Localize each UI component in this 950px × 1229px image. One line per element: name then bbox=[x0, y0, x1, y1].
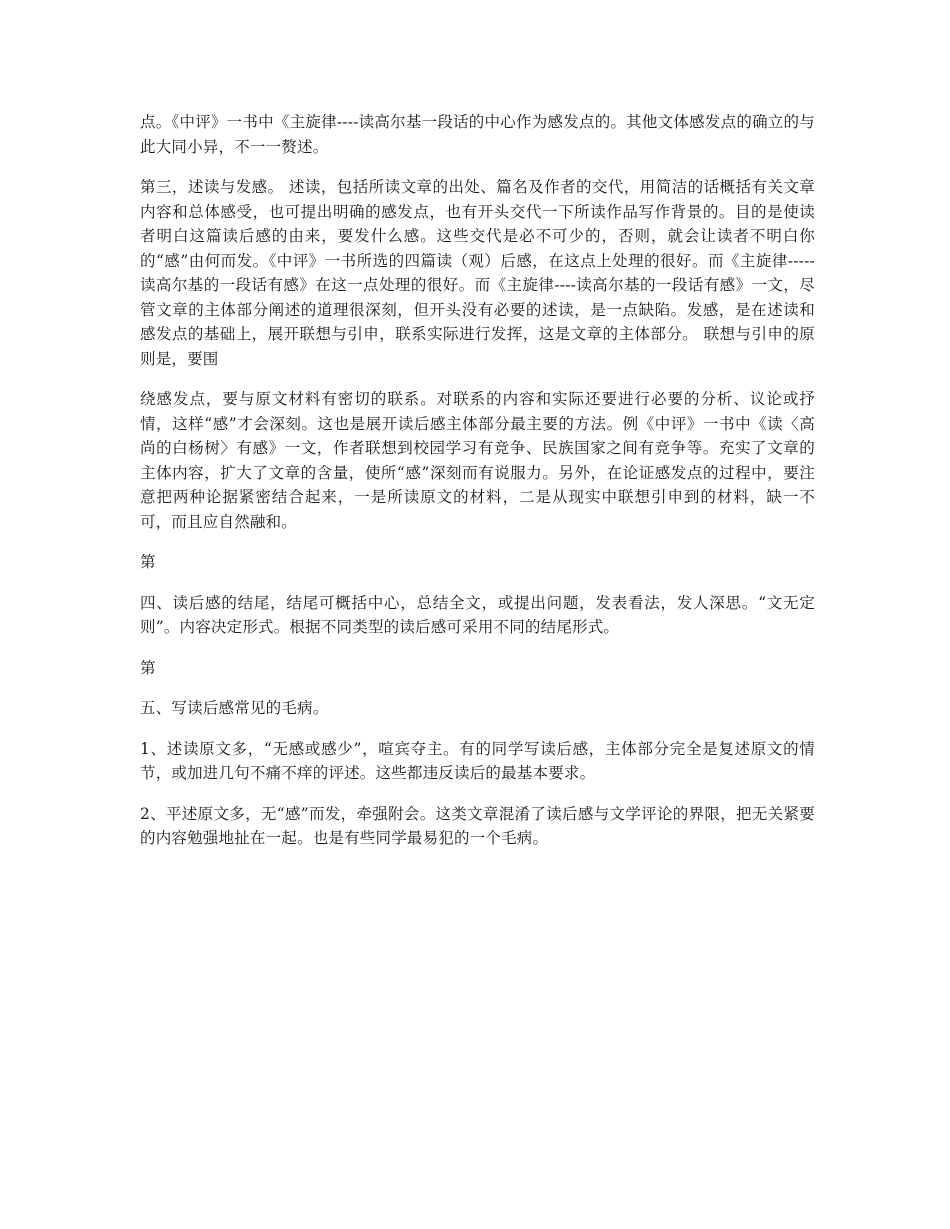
paragraph-continuation: 点。《中评》一书中《主旋律----读高尔基一段话的中心作为感发点的。其他文体感发点的确立的与此大同小异，不一一赘述。 bbox=[140, 113, 815, 156]
paragraph-section-five-heading: 五、写读后感常见的毛病。 bbox=[140, 699, 329, 717]
document-body bbox=[140, 110, 815, 867]
paragraph-fragment: 第 bbox=[140, 658, 156, 677]
paragraph-fragment: 第 bbox=[140, 553, 156, 571]
paragraph-section-four: 四、读后感的结尾，结尾可概括中心，总结全文，或提出问题，发表看法，发人深思。“文无定则”。内容决定形式。根据不同类型的读后感可采用不同的结尾形式。 bbox=[140, 593, 815, 636]
paragraph-problem-one: 1、述读原文多，“无感或感少”，喧宾夺主。有的同学写读后感，主体部分完全是复述原文的情节，或加进几句不痛不痒的评述。这些都违反读后的最基本要求。 bbox=[140, 739, 815, 782]
paragraph-problem-two: 2、平述原文多，无“感”而发，牵强附会。这类文章混淆了读后感与文学评论的界限，把无关紧要的内容勉强地扯在一起。也是有些同学最易犯的一个毛病。 bbox=[140, 804, 815, 847]
paragraph-section-three: 第三，述读与发感。 述读，包括所读文章的出处、篇名及作者的交代，用简洁的话概括有关文章内容和总体感受，也可提出明确的感发点，也有开头交代一下所读作品写作背景的。目的是使读者明白这篇读后感的由来，要发什么感。这些交代是必不可少的，否则，就会让读者不明白你的“感”由何而发。《中评》一书所选的四篇读（观）后感，在这点上处理的很好。而《主旋律-----读高尔基的一段话有感》在这一点处理的很好。而《主旋律----读高尔基的一段话有感》一文，尽管文章的主体部分阐述的道理很深刻，但开头没有必要的述读，是一点缺陷。发感，是在述读和感发点的基础上，展开联想与引申，联系实际进行发挥，这是文章的主体部分。 联想与引申的原则是，要围 bbox=[140, 178, 815, 368]
paragraph-section-three-continued: 绕感发点，要与原文材料有密切的联系。对联系的内容和实际还要进行必要的分析、议论或抒情，这样“感”才会深刻。这也是展开读后感主体部分最主要的方法。例《中评》一书中《读〈高尚的白杨树〉有感》一文，作者联想到校园学习有竞争、民族国家之间有竞争等。充实了文章的主体内容，扩大了文章的含量，使所“感”深刻而有说服力。另外，在论证感发点的过程中，要注意把两种论据紧密结合起来，一是所读原文的材料，二是从现实中联想引申到的材料，缺一不可，而且应自然融和。 bbox=[140, 390, 815, 531]
